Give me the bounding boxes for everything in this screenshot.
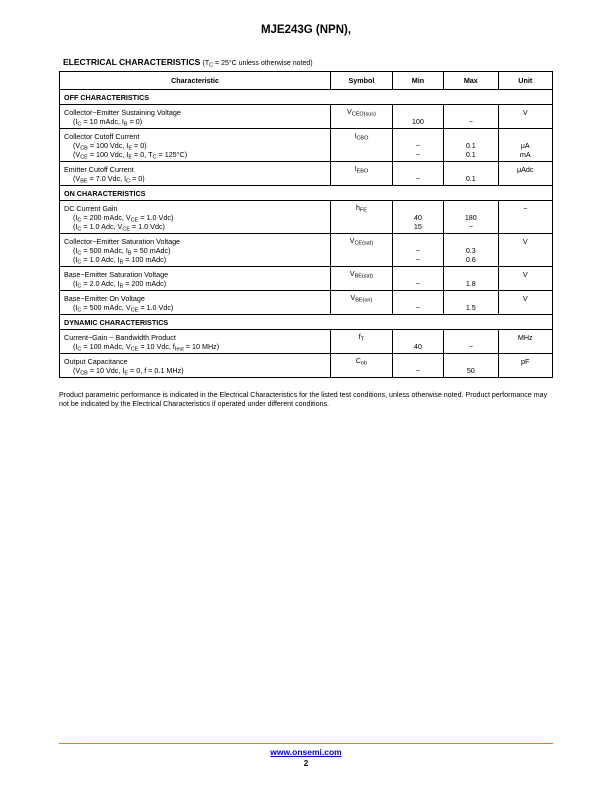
unit-cell: MHz	[498, 330, 553, 354]
page-number: 2	[303, 759, 309, 768]
max-cell: 180 −	[444, 201, 498, 234]
footer-website-link[interactable]: www.onsemi.com	[270, 747, 342, 757]
char-cell: Base−Emitter On Voltage ($I_C = 500$ mAdc, $V_{CE} = 1.0$ Vdc)	[60, 291, 331, 315]
symbol-cell: $I_{EBO}$	[331, 162, 393, 186]
min-cell: − −	[392, 234, 443, 267]
min-cell: 40 15	[392, 201, 443, 234]
electrical-characteristics-table	[59, 71, 553, 378]
symbol-cell: $f_T$	[331, 330, 393, 354]
table-title	[63, 57, 313, 67]
table-title-text: ELECTRICAL CHARACTERISTICS	[63, 57, 201, 67]
char-cell: Collector−Emitter Saturation Voltage ($I_C = 500$ mAdc, $I_B = 50$ mAdc) ($I_C = 1.0$ Adc, $I_B = 100$ mAdc)	[60, 234, 331, 267]
table-row	[60, 291, 553, 315]
min-cell: 40	[392, 330, 443, 354]
col-header-characteristic: Characteristic	[60, 72, 331, 90]
min-cell: −	[392, 267, 443, 291]
table-row	[60, 129, 553, 162]
min-cell: −	[392, 291, 443, 315]
symbol-cell: $V_{CE(sat)}$	[331, 234, 393, 267]
page-title: MJE243G (NPN),	[260, 24, 352, 36]
unit-cell: V	[498, 267, 553, 291]
section-row	[60, 315, 553, 330]
min-cell: −	[392, 162, 443, 186]
unit-cell: pF	[498, 354, 553, 378]
unit-cell: V	[498, 105, 553, 129]
performance-note: Product parametric performance is indicated in the Electrical Characteristics for the listed test conditions, unless otherwise noted. Product performance may not be indicated by the Electrical Characteristics if operated under different conditions.	[59, 391, 548, 408]
symbol-cell: $V_{BE(on)}$	[331, 291, 393, 315]
unit-cell: V	[498, 291, 553, 315]
table-row	[60, 105, 553, 129]
section-row	[60, 90, 553, 105]
char-cell: DC Current Gain ($I_C = 200$ mAdc, $V_{CE} = 1.0$ Vdc) ($I_C = 1.0$ Adc, $V_{CE} = 1.0$ Vdc)	[60, 201, 331, 234]
table-title-condition: ($T_C = 25^\circ C$ unless otherwise noted)	[202, 60, 313, 69]
col-header-min: Min	[392, 72, 443, 90]
col-header-max: Max	[444, 72, 498, 90]
char-cell: Current−Gain − Bandwidth Product ($I_C = 100$ mAdc, $V_{CE} = 10$ Vdc, $f_{test} = 10$ MHz)	[60, 330, 331, 354]
symbol-cell: $I_{CBO}$	[331, 129, 393, 162]
max-cell: 0.3 0.6	[444, 234, 498, 267]
footer-divider	[59, 743, 553, 744]
col-header-symbol: Symbol	[331, 72, 393, 90]
table-row	[60, 330, 553, 354]
unit-cell: μA mA	[498, 129, 553, 162]
table-row	[60, 354, 553, 378]
symbol-cell: $h_{FE}$	[331, 201, 393, 234]
table-row	[60, 201, 553, 234]
table-row	[60, 234, 553, 267]
max-cell: −	[444, 330, 498, 354]
max-cell: 0.1	[444, 162, 498, 186]
section-row	[60, 186, 553, 201]
char-cell: Base−Emitter Saturation Voltage ($I_C = 2.0$ Adc, $I_B = 200$ mAdc)	[60, 267, 331, 291]
char-cell: Output Capacitance ($V_{CB} = 10$ Vdc, $I_E = 0$, f = 0.1 MHz)	[60, 354, 331, 378]
max-cell: −	[444, 105, 498, 129]
section-dynamic: DYNAMIC CHARACTERISTICS	[60, 315, 553, 330]
section-off: OFF CHARACTERISTICS	[60, 90, 553, 105]
unit-cell: −	[498, 201, 553, 234]
unit-cell: V	[498, 234, 553, 267]
max-cell: 1.5	[444, 291, 498, 315]
symbol-cell: $V_{CEO(sus)}$	[331, 105, 393, 129]
table-header-row	[60, 72, 553, 90]
max-cell: 0.1 0.1	[444, 129, 498, 162]
symbol-cell: $V_{BE(sat)}$	[331, 267, 393, 291]
max-cell: 50	[444, 354, 498, 378]
unit-cell: μAdc	[498, 162, 553, 186]
section-on: ON CHARACTERISTICS	[60, 186, 553, 201]
min-cell: 100	[392, 105, 443, 129]
char-cell: Emitter Cutoff Current ($V_{BE} = 7.0$ Vdc, $I_C = 0$)	[60, 162, 331, 186]
min-cell: − −	[392, 129, 443, 162]
char-cell: Collector Cutoff Current ($V_{CB} = 100$ Vdc, $I_E = 0$) ($V_{CE} = 100$ Vdc, $I_E = 0$, $T_C = 125^\circ C$)	[60, 129, 331, 162]
symbol-cell: $C_{ob}$	[331, 354, 393, 378]
min-cell: −	[392, 354, 443, 378]
max-cell: 1.8	[444, 267, 498, 291]
col-header-unit: Unit	[498, 72, 553, 90]
char-cell: Collector−Emitter Sustaining Voltage ($I_C = 10$ mAdc, $I_B = 0$)	[60, 105, 331, 129]
table-row	[60, 162, 553, 186]
table-row	[60, 267, 553, 291]
